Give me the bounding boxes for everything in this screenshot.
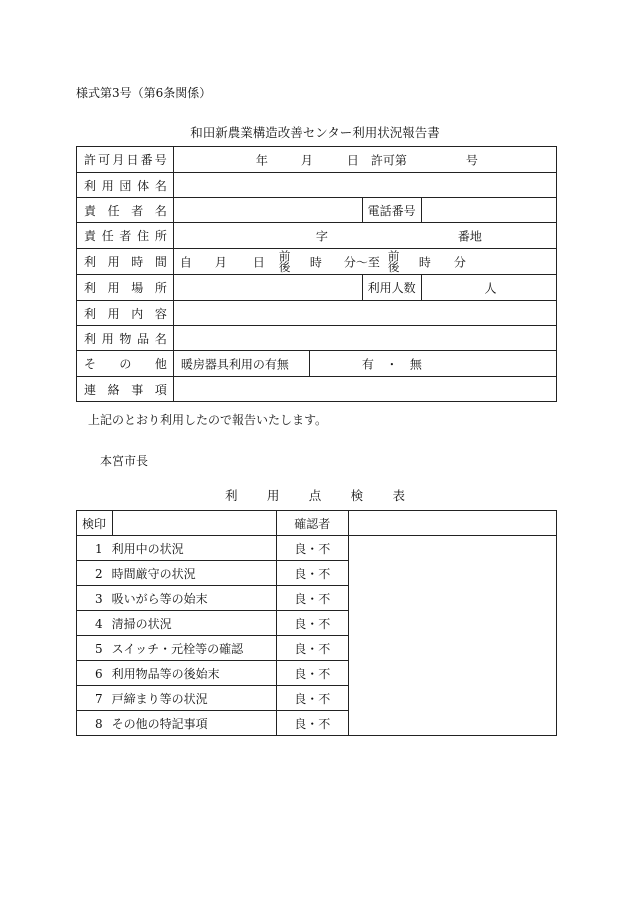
time-hour2: 時 <box>418 255 431 269</box>
contact-label-cell <box>77 377 174 402</box>
people-label-cell <box>362 275 421 301</box>
inspection-item-result[interactable]: 良・不 <box>276 661 348 686</box>
time-month: 月 <box>214 255 227 269</box>
ampm-from-bottom: 後 <box>278 259 291 274</box>
inspection-item-result[interactable]: 良・不 <box>276 636 348 661</box>
inspection-item-label: 清掃の状況 <box>111 616 172 631</box>
other-value-cell <box>173 351 556 377</box>
inspection-item-label: スイッチ・元栓等の確認 <box>111 641 244 656</box>
time-hour: 時 <box>309 255 322 269</box>
inspection-item-label: 吸いがら等の始末 <box>111 591 208 606</box>
inspection-item-label: 戸締まり等の状況 <box>111 691 208 706</box>
inspection-title: 利 用 点 検 表 <box>225 488 405 503</box>
time-value-cell[interactable] <box>173 249 556 275</box>
permit-day: 日 <box>346 153 359 167</box>
inspection-item-label-cell <box>77 586 277 611</box>
stamp-cell[interactable] <box>112 511 276 536</box>
address-label: 責 任 者 住 所 <box>84 229 167 243</box>
address-banchi: 番地 <box>457 229 482 243</box>
permit-row <box>77 147 557 173</box>
ampm-from <box>278 248 291 274</box>
statement: 上記のとおり利用したので報告いたします。 <box>88 413 328 427</box>
inspection-item-result[interactable]: 良・不 <box>276 711 348 736</box>
addressee: 本宮市長 <box>100 454 149 468</box>
time-from: 自 <box>179 255 192 269</box>
inspection-item-label: 利用物品等の後始末 <box>111 666 220 681</box>
inspection-item-result[interactable]: 良・不 <box>276 536 348 561</box>
inspection-item-label-cell <box>77 536 277 561</box>
responsible-value-cell[interactable] <box>173 198 362 223</box>
permit-label: 許 可 月 日 番 号 <box>84 153 167 167</box>
time-label-cell <box>77 249 174 275</box>
contact-label: 連 絡 事 項 <box>84 382 167 397</box>
stamp-label-cell <box>77 511 113 536</box>
permit-no-suffix: 号 <box>465 153 478 167</box>
stamp-label: 検印 <box>82 516 107 531</box>
checker-label: 確認者 <box>294 516 331 531</box>
place-label-cell <box>77 275 174 301</box>
inspection-item-label-cell <box>77 561 277 586</box>
group-row <box>77 173 557 198</box>
permit-month: 月 <box>300 153 313 167</box>
address-value-cell[interactable] <box>173 223 556 249</box>
responsible-label: 責 任 者 名 <box>84 203 167 218</box>
inspection-item-row <box>77 536 557 561</box>
time-min-to: 分〜至 <box>343 255 380 269</box>
heater-dot: ・ <box>385 357 398 371</box>
content-label-cell <box>77 301 174 326</box>
permit-no-prefix: 許可第 <box>370 153 407 167</box>
permit-value-cell[interactable] <box>173 147 556 173</box>
ampm-to-top: 前 <box>387 248 400 263</box>
inspection-item-result[interactable]: 良・不 <box>276 586 348 611</box>
inspection-item-number: 3 <box>95 591 103 606</box>
time-row <box>77 249 557 275</box>
inspection-item-label: 利用中の状況 <box>111 541 184 556</box>
inspection-item-number: 7 <box>95 691 103 706</box>
inspection-item-label-cell <box>77 711 277 736</box>
place-row <box>77 275 557 301</box>
place-label: 利 用 場 所 <box>84 281 167 295</box>
heater-label: 暖房器具利用の有無 <box>180 357 289 371</box>
inspection-item-number: 4 <box>95 616 103 631</box>
inspection-item-result[interactable]: 良・不 <box>276 561 348 586</box>
inspection-item-number: 8 <box>95 716 103 731</box>
permit-year: 年 <box>255 153 268 167</box>
inspection-item-number: 1 <box>95 541 103 556</box>
inspection-header-row <box>77 511 557 536</box>
people-label: 利用人数 <box>367 281 416 295</box>
address-aza: 字 <box>315 229 328 243</box>
contact-value-cell[interactable] <box>173 377 556 402</box>
inspection-item-number: 6 <box>95 666 103 681</box>
time-label: 利 用 時 間 <box>84 255 167 269</box>
ampm-from-top: 前 <box>278 248 291 263</box>
heater-yes[interactable]: 有 <box>361 357 374 371</box>
other-row <box>77 351 557 377</box>
inspection-item-label-cell <box>77 686 277 711</box>
heater-no[interactable]: 無 <box>409 357 422 371</box>
content-value-cell[interactable] <box>173 301 556 326</box>
phone-label-cell <box>362 198 421 223</box>
items-label-cell <box>77 326 174 351</box>
content-label: 利 用 内 容 <box>84 306 167 321</box>
report-table <box>76 146 557 402</box>
inspection-item-result[interactable]: 良・不 <box>276 611 348 636</box>
content-row <box>77 301 557 326</box>
group-value-cell[interactable] <box>173 173 556 198</box>
items-value-cell[interactable] <box>173 326 556 351</box>
place-value-cell[interactable] <box>173 275 362 301</box>
group-label: 利 用 団 体 名 <box>84 178 167 193</box>
time-day: 日 <box>252 255 265 269</box>
phone-value-cell[interactable] <box>421 198 556 223</box>
contact-row <box>77 377 557 402</box>
inspection-item-result[interactable]: 良・不 <box>276 686 348 711</box>
items-label: 利 用 物 品 名 <box>84 331 167 346</box>
other-label-cell <box>77 351 174 377</box>
permit-label-cell <box>77 147 174 173</box>
form-number: 様式第3号（第6条関係） <box>76 86 212 100</box>
checker-value-cell[interactable] <box>348 511 556 536</box>
document-title: 和田新農業構造改善センター利用状況報告書 <box>190 125 440 140</box>
inspection-table <box>76 510 557 736</box>
inspection-item-number: 5 <box>95 641 103 656</box>
checker-label-cell <box>276 511 348 536</box>
responsible-row <box>77 198 557 223</box>
people-value-cell[interactable] <box>421 275 556 301</box>
inspection-item-label: その他の特記事項 <box>111 716 208 731</box>
other-label: そ の 他 <box>84 357 167 371</box>
group-label-cell <box>77 173 174 198</box>
responsible-label-cell <box>77 198 174 223</box>
people-unit: 人 <box>484 281 497 295</box>
inspection-item-number: 2 <box>95 566 103 581</box>
ampm-to <box>387 248 400 274</box>
inspection-item-label-cell <box>77 636 277 661</box>
inspection-item-label-cell <box>77 611 277 636</box>
inspection-item-label: 時間厳守の状況 <box>111 566 196 581</box>
phone-label: 電話番号 <box>367 203 416 218</box>
address-label-cell <box>77 223 174 249</box>
time-min2: 分 <box>453 255 466 269</box>
inspection-item-label-cell <box>77 661 277 686</box>
ampm-to-bottom: 後 <box>387 259 400 274</box>
inspection-remarks-cell[interactable] <box>348 536 556 736</box>
address-row <box>77 223 557 249</box>
items-row <box>77 326 557 351</box>
